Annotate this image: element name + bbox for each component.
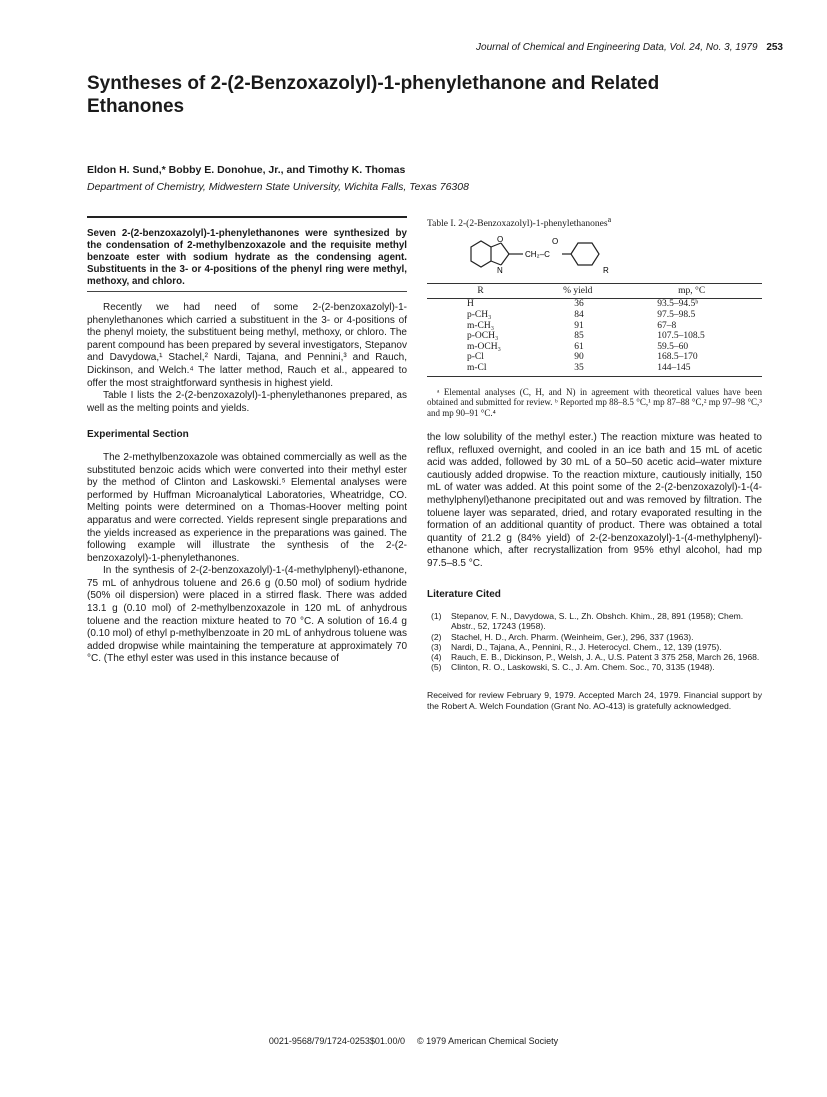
reference-item (427, 662, 762, 672)
table-caption (427, 214, 762, 231)
table-row (427, 363, 762, 376)
table-cell-mp: 59.5–60 (657, 341, 689, 352)
reference-number: (5) (431, 662, 442, 673)
table-cell-yield: 35 (534, 363, 621, 376)
abstract-bottom-rule (87, 291, 407, 292)
reference-text: Stepanov, F. N., Davydowa, S. L., Zh. Obshch. Khim., 28, 891 (1958); Chem. Abstr., 52, 17243 (1958). (451, 611, 744, 632)
table-cell-yield: 85 (574, 331, 584, 342)
table-cell-r: H (467, 299, 474, 310)
authors: Eldon H. Sund,* Bobby E. Donohue, Jr., and Timothy K. Thomas (87, 164, 406, 176)
table-row (427, 352, 762, 363)
struct-oxygen: O (497, 234, 504, 244)
table-cell-mp: 97.5–98.5 (657, 309, 696, 320)
reference-list (427, 611, 762, 672)
table-cell-r: p-Cl (467, 352, 484, 363)
table-cell-r: m-Cl (427, 363, 534, 376)
struct-r-group: R (603, 265, 609, 275)
table-caption-mark: a (607, 215, 612, 224)
literature-heading: Literature Cited (427, 588, 501, 600)
intro-paragraph-2: Table I lists the 2-(2-benzoxazolyl)-1-phenylethanones prepared, as well as the melting points and yields. (87, 390, 407, 414)
table-cell-mp: 168.5–170 (657, 352, 698, 363)
article-title: Syntheses of 2-(2-Benzoxazolyl)-1-phenylethanone and Related Ethanones (87, 73, 660, 117)
chemical-structure (457, 235, 657, 279)
table-cell-yield: 61 (574, 341, 584, 352)
compound-table (427, 283, 762, 377)
table-cell-yield: 91 (574, 320, 584, 331)
page-footer (0, 1036, 827, 1046)
table-footnote: ᵃ Elemental analyses (C, H, and N) in agreement with theoretical values have been obtained and submitted for review. ᵇ Reported mp 88–8.5 °C,¹ mp 87–88 °C,² mp 97–98 °C,³ and mp 90–91 °C.⁴ (427, 386, 762, 418)
struct-nitrogen: N (497, 265, 503, 275)
reference-item (427, 632, 762, 642)
table-caption-text: Table I. 2-(2-Benzoxazolyl)-1-phenylethanones (427, 219, 608, 230)
experimental-paragraph-3: the low solubility of the methyl ester.) The reaction mixture was heated to reflux, refluxed overnight, and cooled in an ice bath and 15 mL of acetic acid was added, followed by 30 mL of a 50–50 acetic acid–water mixture cautiously added dropwise. To the reaction mixture, cautiously initially, 150 mL of water was added. At this point some of the 2-(2-benzoxazolyl)-1-(4-methylphenyl)ethanone precipitated out and was removed by filtration. The toluene layer was separated, dried, and rotary evaporated resulting in the formation of an additional quantity of product. There was obtained a total quantity of 21.2 g (84% yield) of 2-(2-benzoxazolyl)-1-(4-methylphenyl)-ethanone which, after recrystallization from 95% ethyl alcohol, had mp 97.5–8.5 °C. (427, 432, 762, 569)
table-cell-yield: 36 (574, 299, 584, 310)
reference-text: Rauch, E. B., Dickinson, P., Welsh, J. A., U.S. Patent 3 375 258, March 26, 1968. (451, 651, 760, 662)
struct-chain-label: CH₂–C (525, 249, 550, 259)
table-row (427, 331, 762, 342)
table-row (427, 299, 762, 310)
table-row (427, 310, 762, 321)
table-cell-mp: 67–8 (657, 320, 677, 331)
table-cell-r: m-OCH₃ (467, 341, 501, 352)
table-cell-mp: 107.5–108.5 (657, 331, 705, 342)
right-column (427, 214, 762, 711)
journal-citation: Journal of Chemical and Engineering Data, Vol. 24, No. 3, 1979 (476, 42, 758, 53)
table-cell-mp: 93.5–94.5ᵇ (657, 299, 699, 310)
table-cell-r: p-OCH₃ (467, 331, 499, 342)
reference-text: Stachel, H. D., Arch. Pharm. (Weinheim, Ger.), 296, 337 (1963). (451, 631, 694, 642)
reference-item (427, 642, 762, 652)
running-head (476, 42, 783, 53)
table-header-mp: mp, °C (621, 283, 762, 299)
experimental-paragraph-2: In the synthesis of 2-(2-benzoxazolyl)-1-(4-methylphenyl)-ethanone, 75 mL of anhydrous toluene and 26.6 g (0.50 mol) of sodium hydride (50% oil dispersion) were placed in a stirred flask. There was added 13.1 g (0.10 mol) of 2-methylbenzoxazole in 120 mL of anhydrous toluene and the reaction mixture heated to 70 °C. A solution of 16.4 g (0.10 mol) of ethyl p-methylbenzoate in 20 mL of anhydrous toluene was added dropwise while maintaining the temperature at approximately 70 °C. (The ethyl ester was used in this instance because of (87, 565, 407, 665)
table-header-yield: % yield (534, 283, 621, 299)
reference-number: (1) (431, 611, 442, 622)
struct-carbonyl-oxygen: O (552, 236, 559, 246)
table-header-row (427, 283, 762, 299)
table-cell-mp: 144–145 (621, 363, 762, 376)
table-header-r: R (427, 283, 534, 299)
left-column (87, 214, 407, 666)
received-note: Received for review February 9, 1979. Accepted March 24, 1979. Financial support by the Robert A. Welch Foundation (Grant No. AO-413) is gratefully acknowledged. (427, 690, 762, 711)
page-number: 253 (766, 42, 783, 53)
abstract-top-rule (87, 216, 407, 218)
reference-number: (2) (431, 631, 442, 642)
table-cell-yield: 84 (574, 309, 584, 320)
footer-copyright: © 1979 American Chemical Society (416, 1036, 559, 1046)
experimental-heading: Experimental Section (87, 429, 189, 441)
reference-number: (3) (431, 641, 442, 652)
reference-item (427, 611, 762, 631)
table-row (427, 321, 762, 332)
table-cell-r: m-CH₃ (467, 320, 495, 331)
table-cell-r: p-CH₃ (467, 309, 492, 320)
table-row (427, 342, 762, 353)
reference-item (427, 652, 762, 662)
table-cell-yield: 90 (574, 352, 584, 363)
reference-text: Nardi, D., Tajana, A., Pennini, R., J. Heterocycl. Chem., 12, 139 (1975). (451, 641, 722, 652)
abstract: Seven 2-(2-benzoxazolyl)-1-phenylethanones were synthesized by the condensation of 2-methylbenzoxazole and the requisite methyl benzoate ester with sodium hydrate as the condensing agent. Substituents in the 3- or 4-positions of the phenyl ring were methyl, methoxy, and chloro. (87, 228, 407, 287)
affiliation: Department of Chemistry, Midwestern State University, Wichita Falls, Texas 76308 (87, 181, 469, 193)
reference-text: Clinton, R. O., Laskowski, S. C., J. Am. Chem. Soc., 70, 3135 (1948). (451, 662, 715, 673)
footer-code: 0021-9568/79/1724-0253$01.00/0 (268, 1036, 405, 1046)
experimental-paragraph-1: The 2-methylbenzoxazole was obtained commercially as well as the substituted benzoic acids which were converted into their methyl ester by the method of Clinton and Laskowski.⁵ Elemental analyses were performed by Huffman Microanalytical Laboratories, Wheatridge, CO. Melting points were determined on a Thomas-Hoover melting point apparatus and were corrected. Yields represent single preparations and the yields increased as experience in the preparations was gained. The following example will illustrate the synthesis of the 2-(2-benzoxazolyl)-1-phenylethanones. (87, 451, 407, 564)
intro-paragraph-1: Recently we had need of some 2-(2-benzoxazolyl)-1-phenylethanones which carried a substituent in the 3- or 4-positions of the phenyl moiety, the substituent being methyl, methoxy, or chloro. The parent compound has been prepared by several investigators, Stepanov and Davydowa,¹ Stachel,² Nardi, Tajana, and Pennini,³ and Rauch, Dickinson, and Welch.⁴ The latter method, Rauch et al., appeared to offer the most straightforward synthesis in highest yield. (87, 302, 407, 389)
reference-number: (4) (431, 651, 442, 662)
